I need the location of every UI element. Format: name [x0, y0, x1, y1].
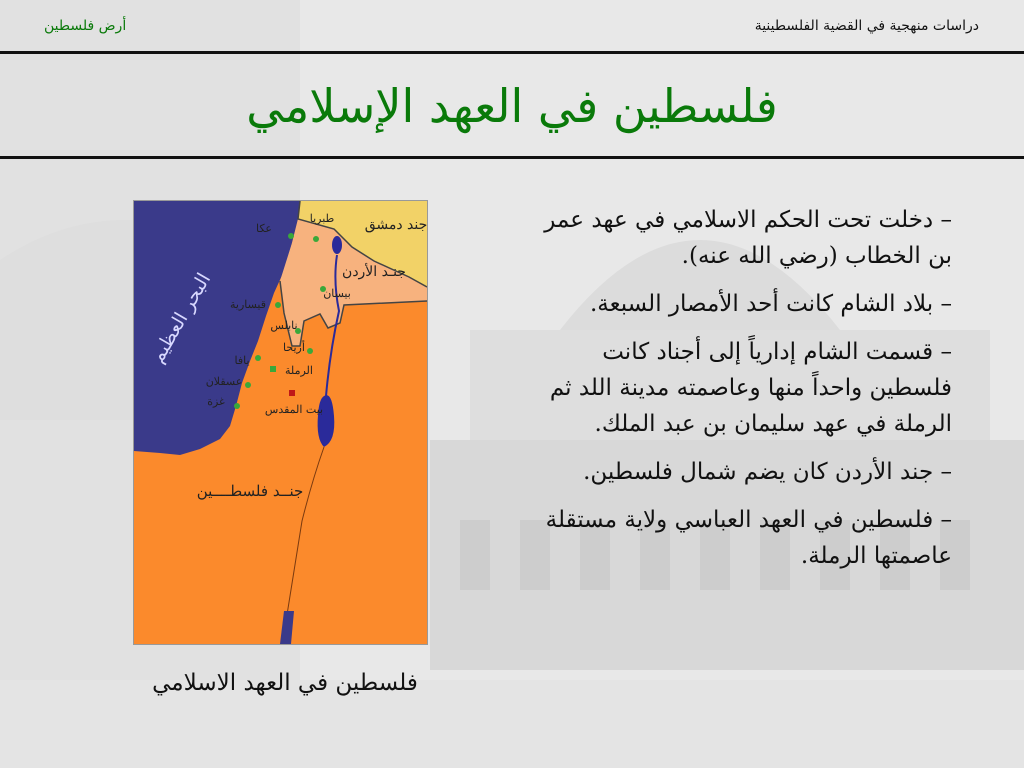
map-label-jund-filastin: جنــد فلسطــــين [196, 482, 304, 500]
map-label-jund-urdun: جنـد الأردن [342, 264, 406, 280]
city-label: نابلس [270, 319, 298, 332]
map-label-jund-dimashq: جند دمشق [364, 217, 427, 233]
city-label: عكا [256, 222, 272, 235]
map-label-sea: البحر العظيم [146, 269, 216, 367]
city-marker [275, 302, 281, 308]
city-label: عسقلان [205, 375, 243, 388]
city-marker [289, 390, 295, 396]
city-marker [288, 233, 294, 239]
title-divider [0, 156, 1024, 159]
header-left-text: أرض فلسطين [44, 18, 127, 34]
city-label: يافا [234, 354, 250, 367]
slide-title: فلسطين في العهد الإسلامي [246, 79, 778, 133]
city-label: غزة [207, 395, 225, 408]
city-marker [234, 403, 240, 409]
city-label: قيسارية [229, 298, 266, 311]
city-marker [270, 366, 276, 372]
city-label: بيسان [323, 287, 351, 300]
bullet-item: – جند الأردن كان يضم شمال فلسطين. [583, 459, 952, 485]
header-divider [0, 51, 1024, 54]
bullet-list [520, 202, 952, 586]
city-label: الرملة [285, 364, 313, 377]
city-marker [245, 382, 251, 388]
city-marker [307, 348, 313, 354]
bullet-item: – دخلت تحت الحكم الاسلامي في عهد عمر بن الخطاب (رضي الله عنه). [544, 207, 952, 269]
city-label: أريحا [283, 341, 305, 354]
bullet-item: – بلاد الشام كانت أحد الأمصار السبعة. [589, 291, 952, 317]
city-marker [313, 236, 319, 242]
lake-tiberias [332, 236, 342, 254]
palestine-map [134, 201, 427, 644]
map-caption: فلسطين في العهد الاسلامي [152, 670, 418, 696]
header-right-text: دراسات منهجية في القضية الفلسطينية [754, 18, 979, 34]
city-marker [255, 355, 261, 361]
city-label: طبريا [309, 212, 335, 225]
bullet-item: – قسمت الشام إدارياً إلى أجناد كانت فلسطين واحداً منها وعاصمته مدينة اللد ثم الرملة في عهد سليمان بن عبد الملك. [549, 339, 952, 437]
city-label: بيت المقدس [264, 403, 324, 416]
bullet-item: – فلسطين في العهد العباسي ولاية مستقلة عاصمتها الرملة. [545, 507, 952, 569]
